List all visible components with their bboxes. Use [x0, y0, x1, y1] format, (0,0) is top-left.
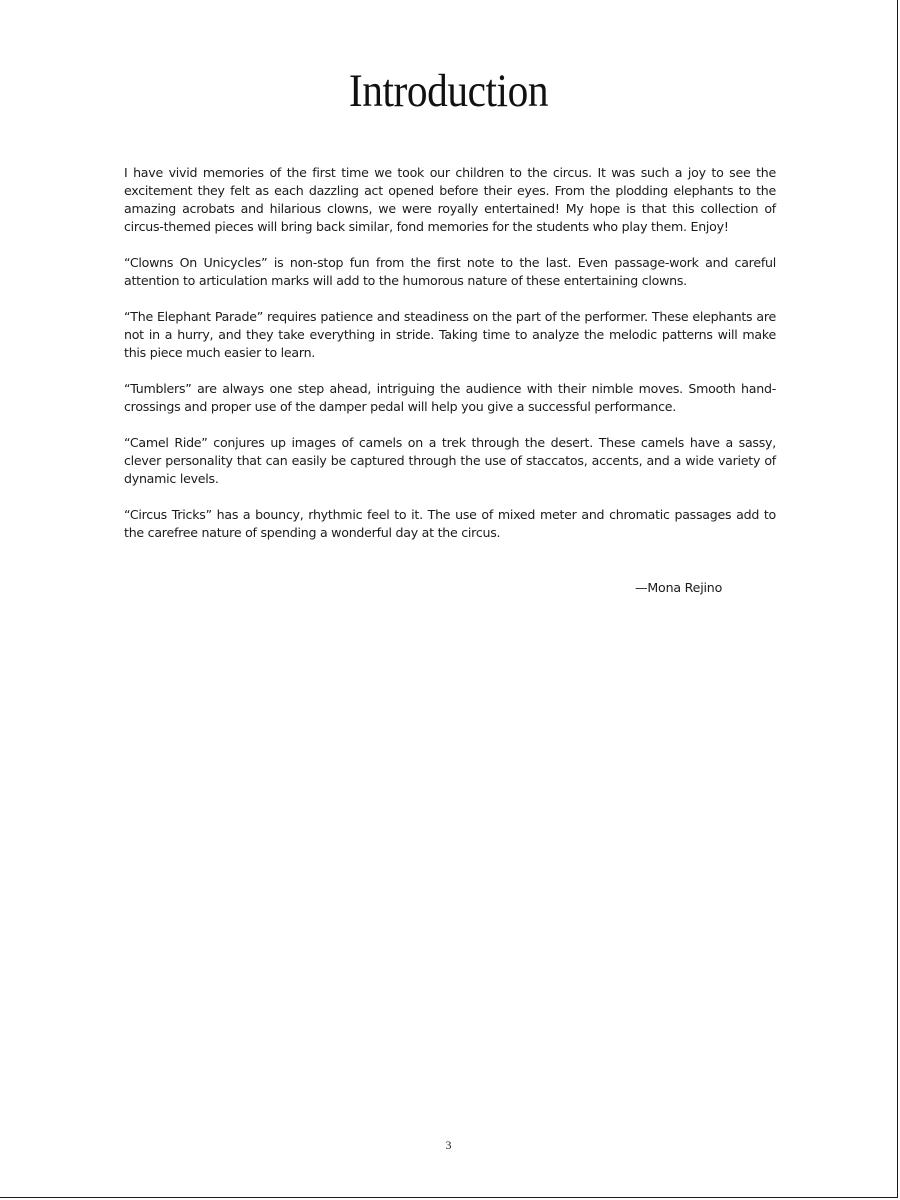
page-number: 3: [445, 1138, 452, 1152]
paragraph-clowns-on-unicycles: “Clowns On Unicycles” is non-stop fun from the first note to the last. Even passage-work and careful attention to articulation marks will add to the humorous nature of these entertaining clowns.: [124, 255, 776, 288]
paragraph-circus-tricks: “Circus Tricks” has a bouncy, rhythmic feel to it. The use of mixed meter and chromatic passages add to the carefree nature of spending a wonderful day at the circus.: [124, 507, 776, 540]
introduction-body: [124, 164, 776, 560]
author-signature: —Mona Rejino: [635, 580, 723, 595]
paragraph-camel-ride: “Camel Ride” conjures up images of camels on a trek through the desert. These camels have a sassy, clever personality that can easily be captured through the use of staccatos, accents, and a wide variety of dynamic levels.: [124, 435, 776, 486]
paragraph-intro: I have vivid memories of the first time we took our children to the circus. It was such a joy to see the excitement they felt as each dazzling act opened before their eyes. From the plodding elephants to the amazing acrobats and hilarious clowns, we were royally entertained! My hope is that this collection of circus-themed pieces will bring back similar, fond memories for the students who play them. Enjoy!: [124, 165, 776, 234]
page-title: Introduction: [348, 65, 549, 117]
paragraph-elephant-parade: “The Elephant Parade” requires patience and steadiness on the part of the performer. These elephants are not in a hurry, and they take everything in stride. Taking time to analyze the melodic patterns will make this piece much easier to learn.: [124, 309, 776, 360]
paragraph-tumblers: “Tumblers” are always one step ahead, intriguing the audience with their nimble moves. Smooth hand-crossings and proper use of the damper pedal will help you give a successful performance.: [124, 381, 776, 414]
